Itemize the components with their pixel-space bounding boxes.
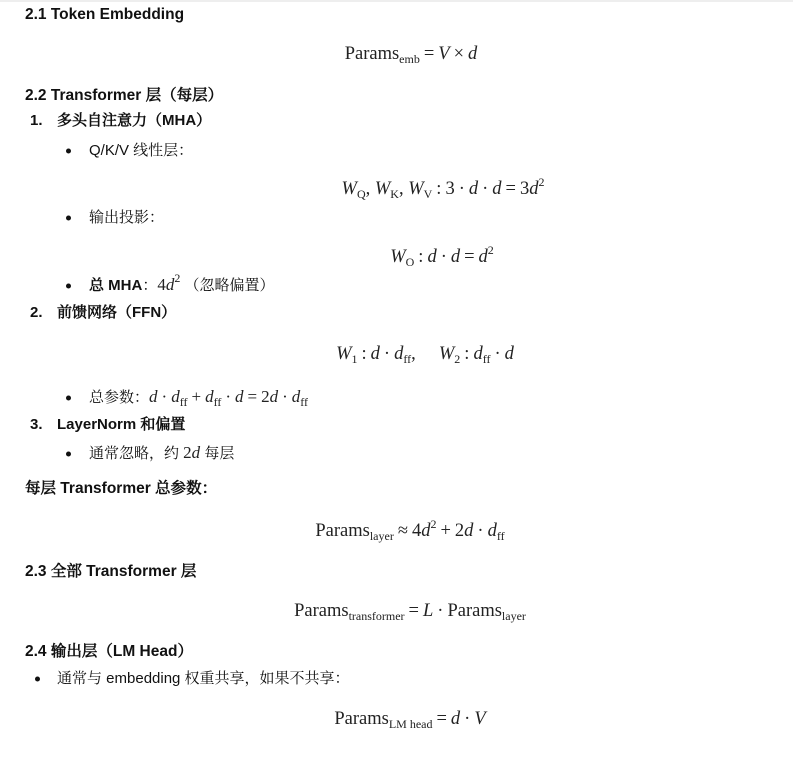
math-operator: ≈	[397, 521, 408, 541]
math-operator: =	[436, 709, 447, 729]
math-symbol: ,	[398, 179, 409, 199]
math-symbol: 3	[445, 179, 455, 199]
math-subscript: ff	[482, 352, 491, 366]
list-item-title: LayerNorm 和偏置	[57, 416, 186, 433]
list-number: 1.	[30, 112, 43, 129]
math-operator: :	[464, 344, 470, 364]
math-operator: :	[361, 344, 367, 364]
math-operator: ·	[464, 709, 471, 729]
math-operator: :	[436, 179, 442, 199]
math-operator: =	[464, 247, 475, 267]
math-subscript: ff	[179, 395, 188, 409]
bullet-text: 输出投影：	[89, 209, 165, 226]
list-item-mha	[30, 111, 330, 131]
math-subscript: V	[423, 187, 433, 201]
bullet-lm-head-note	[35, 669, 535, 689]
math-subscript: ff	[403, 352, 412, 366]
math-operator: ·	[458, 179, 465, 199]
formula-lm-head-params	[334, 707, 485, 731]
bullet-output-projection	[66, 208, 366, 228]
math-symbol: d	[171, 387, 180, 406]
math-symbol: 2	[183, 443, 192, 462]
math-symbol: V	[438, 44, 450, 64]
math-symbol: d	[427, 247, 437, 267]
math-subscript: transformer	[348, 609, 405, 623]
math-symbol: ,	[365, 179, 375, 199]
math-symbol: W	[341, 179, 357, 199]
math-symbol: d	[504, 344, 514, 364]
math-symbol: d	[149, 387, 158, 406]
math-symbol: d	[165, 275, 175, 294]
math-symbol: d	[468, 44, 478, 64]
math-subscript: 2	[454, 352, 461, 366]
math-superscript: 2	[430, 517, 437, 531]
colon: ：	[142, 277, 158, 294]
math-symbol: d	[450, 247, 461, 267]
section-2-1-heading: 2.1 Token Embedding	[25, 6, 185, 23]
math-symbol: 4	[157, 275, 166, 294]
bullet-icon	[66, 452, 71, 457]
list-number: 3.	[30, 416, 43, 433]
math-operator: ·	[477, 521, 484, 541]
math-operator: ·	[383, 344, 391, 364]
layer-total-label: 每层 Transformer 总参数：	[25, 480, 218, 497]
bullet-icon	[66, 284, 71, 289]
inline-math	[157, 271, 181, 294]
bullet-note: （忽略偏置）	[184, 277, 275, 294]
math-symbol: Params	[334, 709, 389, 729]
math-symbol: V	[474, 709, 486, 729]
math-operator: ×	[453, 44, 465, 64]
formula-qkv	[342, 177, 545, 201]
math-symbol: Params	[294, 601, 349, 621]
math-operator: =	[408, 601, 419, 621]
math-operator: +	[191, 387, 202, 406]
math-subscript: layer	[369, 529, 394, 543]
section-2-4-heading: 2.4 输出层（LM Head）	[25, 643, 193, 660]
math-symbol: d	[269, 387, 279, 406]
math-subscript: O	[405, 255, 415, 269]
bullet-ffn-total	[66, 387, 466, 409]
math-symbol: d	[492, 179, 502, 199]
math-subscript: emb	[399, 52, 420, 66]
list-item-title: 前馈网络（FFN）	[57, 304, 177, 321]
math-symbol: 3	[519, 179, 530, 199]
section-2-3-heading: 2.3 全部 Transformer 层	[25, 563, 197, 580]
math-superscript: 2	[174, 271, 181, 285]
math-subscript: Q	[356, 187, 366, 201]
formula-layer-params	[315, 519, 504, 543]
math-symbol: d	[529, 179, 539, 199]
math-symbol: d	[205, 387, 214, 406]
math-subscript: 1	[351, 352, 358, 366]
formula-embedding-params	[345, 42, 478, 66]
math-symbol: d	[421, 521, 431, 541]
math-operator: ·	[437, 601, 444, 621]
math-operator: ·	[161, 387, 168, 406]
section-2-2-heading: 2.2 Transformer 层（每层）	[25, 87, 224, 104]
math-symbol: L	[422, 601, 434, 621]
math-symbol: 4	[411, 521, 422, 541]
math-superscript: 2	[487, 243, 494, 257]
bullet-icon	[66, 216, 71, 221]
bullet-icon	[35, 677, 40, 682]
math-symbol: W	[408, 179, 424, 199]
bullet-text-suffix: 每层	[200, 445, 235, 462]
bullet-label: 总 MHA	[89, 277, 143, 294]
bullet-icon	[66, 149, 71, 154]
math-symbol: d	[450, 709, 461, 729]
math-operator: +	[440, 521, 451, 541]
math-superscript: 2	[538, 175, 545, 189]
bullet-icon	[66, 396, 71, 401]
bullet-text: 通常忽略，约	[89, 445, 184, 462]
math-symbol: ,	[411, 344, 439, 364]
list-item-layernorm	[30, 415, 330, 435]
bullet-text: 通常与 embedding 权重共享，如果不共享：	[57, 670, 350, 687]
math-symbol: d	[464, 521, 474, 541]
math-symbol: d	[235, 387, 244, 406]
math-symbol: d	[191, 443, 201, 462]
math-subscript: ff	[213, 395, 222, 409]
math-symbol: d	[468, 179, 479, 199]
bullet-text: 总参数：	[89, 389, 150, 406]
bullet-total-mha	[66, 271, 466, 297]
inline-math	[149, 387, 309, 409]
math-symbol: W	[390, 247, 406, 267]
bullet-layernorm-note	[66, 443, 466, 465]
math-symbol: Params	[447, 601, 502, 621]
bullet-qkv	[66, 141, 366, 161]
math-operator: =	[423, 44, 435, 64]
math-symbol: d	[394, 344, 404, 364]
top-divider	[0, 0, 793, 2]
math-subscript: layer	[501, 609, 526, 623]
math-operator: =	[505, 179, 516, 199]
math-symbol: 2	[454, 521, 465, 541]
math-subscript: ff	[496, 529, 505, 543]
math-symbol: Params	[344, 44, 400, 64]
formula-ffn-weights	[336, 342, 514, 366]
bullet-text: Q/K/V 线性层：	[89, 142, 194, 159]
math-symbol: d	[473, 344, 483, 364]
math-subscript: K	[390, 187, 399, 201]
math-subscript: LM head	[388, 717, 433, 731]
math-symbol: d	[291, 387, 301, 406]
math-symbol: d	[370, 344, 380, 364]
math-symbol: 2	[261, 387, 270, 406]
formula-wo	[390, 245, 494, 269]
list-item-ffn	[30, 303, 330, 323]
math-operator: ·	[282, 387, 288, 406]
math-symbol: W	[336, 344, 352, 364]
math-symbol: W	[438, 344, 455, 364]
list-number: 2.	[30, 304, 43, 321]
math-symbol: Params	[315, 521, 370, 541]
math-subscript: ff	[300, 395, 309, 409]
inline-math	[183, 443, 200, 462]
formula-transformer-params	[294, 599, 526, 623]
math-operator: =	[247, 387, 258, 406]
list-item-title: 多头自注意力（MHA）	[57, 112, 212, 129]
math-operator: ·	[225, 387, 232, 406]
math-operator: ·	[494, 344, 501, 364]
math-operator: ·	[482, 179, 489, 199]
math-symbol: W	[374, 179, 391, 199]
math-operator: ·	[440, 247, 447, 267]
math-symbol: d	[487, 521, 497, 541]
math-symbol: d	[478, 247, 488, 267]
math-operator: :	[418, 247, 424, 267]
